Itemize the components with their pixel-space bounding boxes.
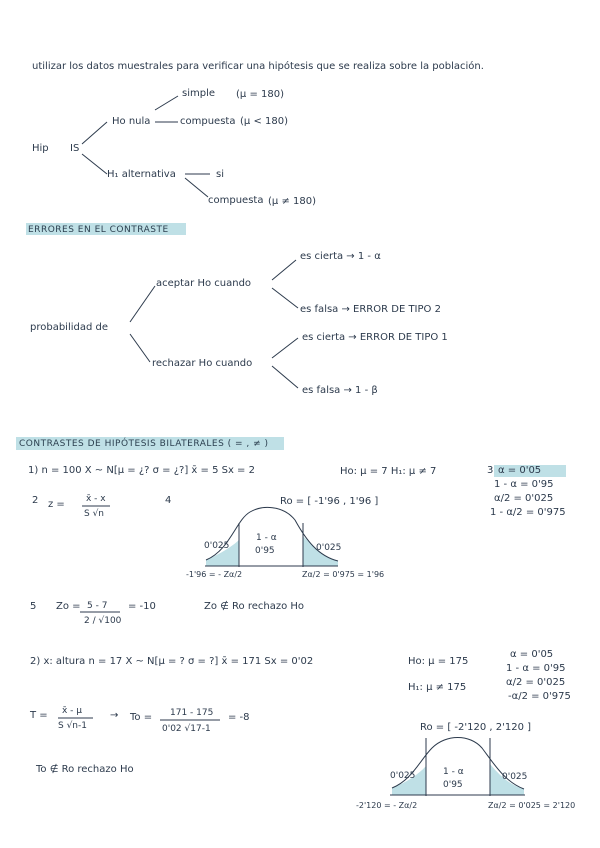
ex2-conclusion: To ∉ Ro rechazo Ho — [36, 764, 134, 775]
ex1-one-minus-alpha-half: 1 - α/2 = 0'975 — [490, 507, 566, 518]
ex1-alpha-half: α/2 = 0'025 — [494, 493, 554, 504]
aceptar-label: aceptar Ho cuando — [156, 278, 252, 289]
rechazar-label: rechazar Ho cuando — [152, 358, 253, 369]
ex2-one-minus-alpha: 1 - α = 0'95 — [506, 663, 566, 674]
ex1-center-top: 1 - α — [256, 533, 277, 543]
simple-eq: (μ = 180) — [236, 89, 284, 100]
intro-text: utilizar los datos muestrales para verificar una hipótesis que se realiza sobre la población. — [32, 61, 484, 72]
ex2-h1: H₁: μ ≠ 175 — [408, 682, 467, 693]
ex2-left-tail: 0'025 — [390, 771, 416, 781]
compuesta2-eq: (μ ≠ 180) — [268, 196, 316, 207]
ex1-step4: 4 — [165, 495, 172, 506]
rechazar-falsa: es falsa → 1 - β — [302, 385, 378, 396]
ex1-step5: 5 — [30, 601, 37, 612]
ex1-alpha: α = 0'05 — [498, 465, 542, 476]
aceptar-falsa: es falsa → ERROR DE TIPO 2 — [300, 304, 441, 315]
ex1-left-tail: 0'025 — [204, 541, 230, 551]
hip-label: Hip — [32, 143, 49, 154]
ex2-ho: Ho: μ = 175 — [408, 656, 469, 667]
ex1-axis-left: -1'96 = - Zα/2 — [186, 570, 243, 579]
ex2-alpha-half: α/2 = 0'025 — [506, 677, 566, 688]
ex2-to-lhs: To = — [130, 712, 153, 723]
aceptar-cierta: es cierta → 1 - α — [300, 251, 381, 262]
ex1-ro: Ro = [ -1'96 , 1'96 ] — [280, 496, 379, 507]
ex1-hyp: Ho: μ = 7 H₁: μ ≠ 7 — [340, 466, 437, 477]
h1-label: H₁ alternativa — [107, 169, 176, 180]
ex2-axis-right: Zα/2 = 0'025 = 2'120 — [488, 801, 576, 810]
errores-title: ERRORES EN EL CONTRASTE — [28, 225, 169, 235]
ex1-zo-lhs: Zo = — [56, 601, 81, 612]
ex2-to-den: 0'02 √17-1 — [162, 724, 211, 734]
ex1-line: 1) n = 100 X ~ N[μ = ¿? σ = ¿?] x̄ = 5 Sx = 2 — [28, 465, 255, 476]
bilateral-title: CONTRASTES DE HIPÓTESIS BILATERALES ( = , ≠ ) — [19, 439, 269, 449]
ex1-zo-num: 5 - 7 — [87, 601, 108, 611]
ex2-line: 2) x: altura n = 17 X ~ N[μ = ? σ = ?] x̄ = 171 Sx = 0'02 — [30, 656, 314, 667]
ex2-to-res: = -8 — [228, 712, 250, 723]
si-label: si — [216, 169, 224, 180]
ex1-z-den: S √n — [84, 509, 105, 519]
ex1-z-lhs: z = — [48, 499, 65, 510]
ex1-z-num: x̄ - x — [86, 494, 106, 504]
ex2-t-den: S √n-1 — [58, 721, 87, 731]
is-label: IS — [70, 143, 80, 154]
ex2-to-num: 171 - 175 — [170, 708, 214, 718]
ex2-alpha: α = 0'05 — [510, 649, 554, 660]
compuesta-eq: (μ < 180) — [240, 116, 288, 127]
ex1-step3: 3 — [487, 465, 494, 476]
ex2-right-tail: 0'025 — [502, 772, 528, 782]
rechazar-cierta: es cierta → ERROR DE TIPO 1 — [302, 332, 448, 343]
ex2-arrow: → — [110, 710, 119, 721]
ex1-center-bot: 0'95 — [255, 546, 275, 556]
ho-nula-label: Ho nula — [112, 116, 151, 127]
ex1-one-minus-alpha: 1 - α = 0'95 — [494, 479, 554, 490]
simple-label: simple — [182, 88, 216, 99]
ex2-one-minus-alpha-half: -α/2 = 0'975 — [508, 691, 571, 702]
probabilidad-label: probabilidad de — [30, 322, 109, 333]
ex2-t-num: x̄ - μ — [62, 706, 83, 716]
ex1-step2: 2 — [32, 495, 39, 506]
ex2-axis-left: -2'120 = - Zα/2 — [356, 801, 418, 810]
ex2-ro: Ro = [ -2'120 , 2'120 ] — [420, 722, 532, 733]
compuesta-label: compuesta — [180, 116, 236, 127]
ex1-right-tail: 0'025 — [316, 543, 342, 553]
ex1-axis-right: Zα/2 = 0'975 = 1'96 — [302, 570, 385, 579]
ex2-center-bot: 0'95 — [443, 780, 463, 790]
ex1-zo-res: = -10 — [128, 601, 156, 612]
compuesta2-label: compuesta — [208, 195, 264, 206]
ex2-t-lhs: T = — [30, 710, 48, 721]
ex1-zo-den: 2 / √100 — [84, 616, 122, 626]
ex2-center-top: 1 - α — [443, 767, 464, 777]
ex1-conclusion: Zo ∉ Ro rechazo Ho — [204, 601, 305, 612]
